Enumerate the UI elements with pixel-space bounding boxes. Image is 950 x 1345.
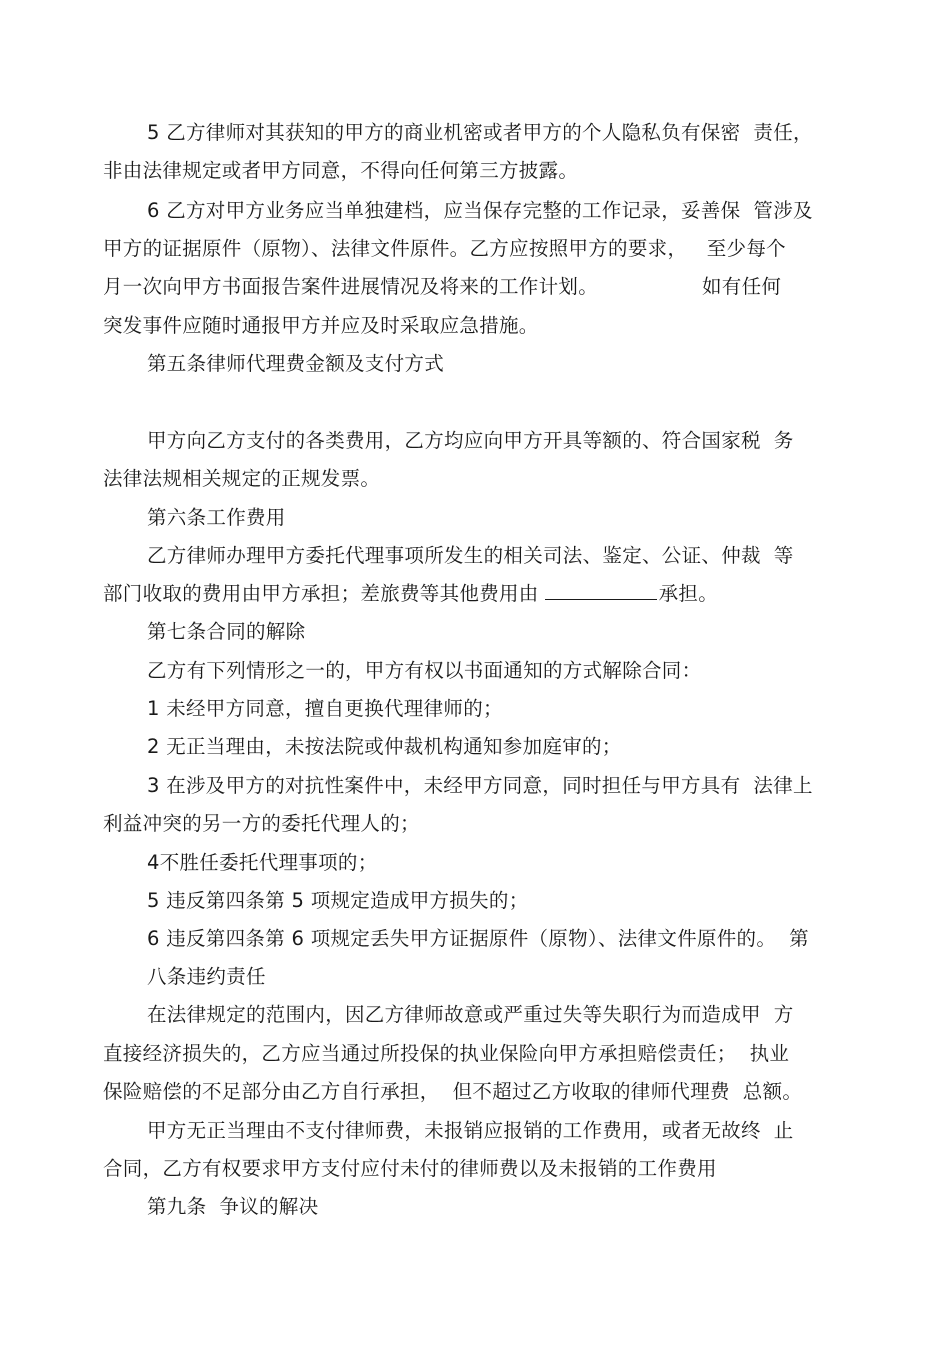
article-7-item-2: 2 无正当理由，未按法院或仲裁机构通知参加庭审的；	[147, 735, 622, 758]
article-7-item-4: 4不胜任委托代理事项的；	[147, 851, 378, 874]
article-7-item-6: 6 违反第四条第 6 项规定丢失甲方证据原件（原物）、法律文件原件的。 第	[147, 927, 809, 950]
article-8-para-2-line-1: 甲方无正当理由不支付律师费，未报销应报销的工作费用，或者无故终 止	[147, 1119, 794, 1142]
clause-4-6-line-2: 甲方的证据原件（原物）、法律文件原件。乙方应按照甲方的要求， 至少每个	[103, 237, 786, 260]
clause-4-5-line-2: 非由法律规定或者甲方同意，不得向任何第三方披露。	[103, 159, 579, 182]
article-8-para-1-line-2: 直接经济损失的，乙方应当通过所投保的执业保险向甲方承担赔偿责任； 执业	[103, 1042, 790, 1065]
article-6-para-line-2	[103, 579, 718, 609]
clause-4-6-line-3: 月一次向甲方书面报告案件进展情况及将来的工作计划。 如有任何	[103, 275, 782, 298]
clause-4-6-line-1: 6 乙方对甲方业务应当单独建档，应当保存完整的工作记录，妥善保 管涉及	[147, 199, 813, 222]
article-6-text-before-blank: 部门收取的费用由甲方承担；差旅费等其他费用由	[103, 582, 539, 605]
article-8-heading: 八条违约责任	[147, 965, 266, 988]
article-7-heading: 第七条合同的解除	[147, 620, 306, 643]
article-9-heading: 第九条 争议的解决	[147, 1195, 319, 1218]
article-6-para-line-1: 乙方律师办理甲方委托代理事项所发生的相关司法、鉴定、公证、仲裁 等	[147, 544, 794, 567]
article-5-para-line-2: 法律法规相关规定的正规发票。	[103, 467, 381, 490]
article-7-item-1: 1 未经甲方同意，擅自更换代理律师的；	[147, 697, 503, 720]
article-8-para-2-line-2: 合同，乙方有权要求甲方支付应付未付的律师费以及未报销的工作费用	[103, 1157, 717, 1180]
article-5-para-line-1: 甲方向乙方支付的各类费用，乙方均应向甲方开具等额的、符合国家税 务	[147, 429, 794, 452]
clause-4-6-line-4: 突发事件应随时通报甲方并应及时采取应急措施。	[103, 314, 539, 337]
article-7-item-3-line-2: 利益冲突的另一方的委托代理人的；	[103, 812, 420, 835]
clause-4-5-line-1: 5 乙方律师对其获知的甲方的商业机密或者甲方的个人隐私负有保密 责任，	[147, 121, 813, 144]
article-8-para-1-line-3: 保险赔偿的不足部分由乙方自行承担， 但不超过乙方收取的律师代理费 总额。	[103, 1080, 803, 1103]
article-7-item-5: 5 违反第四条第 5 项规定造成甲方损失的；	[147, 889, 529, 912]
expense-bearer-blank	[545, 581, 657, 600]
article-6-text-after-blank: 承担。	[658, 582, 719, 605]
article-8-para-1-line-1: 在法律规定的范围内，因乙方律师故意或严重过失等失职行为而造成甲 方	[147, 1003, 794, 1026]
article-7-item-3-line-1: 3 在涉及甲方的对抗性案件中，未经甲方同意，同时担任与甲方具有 法律上	[147, 774, 813, 797]
article-6-heading: 第六条工作费用	[147, 506, 286, 529]
article-5-heading: 第五条律师代理费金额及支付方式	[147, 352, 445, 375]
article-7-intro: 乙方有下列情形之一的，甲方有权以书面通知的方式解除合同：	[147, 659, 702, 682]
